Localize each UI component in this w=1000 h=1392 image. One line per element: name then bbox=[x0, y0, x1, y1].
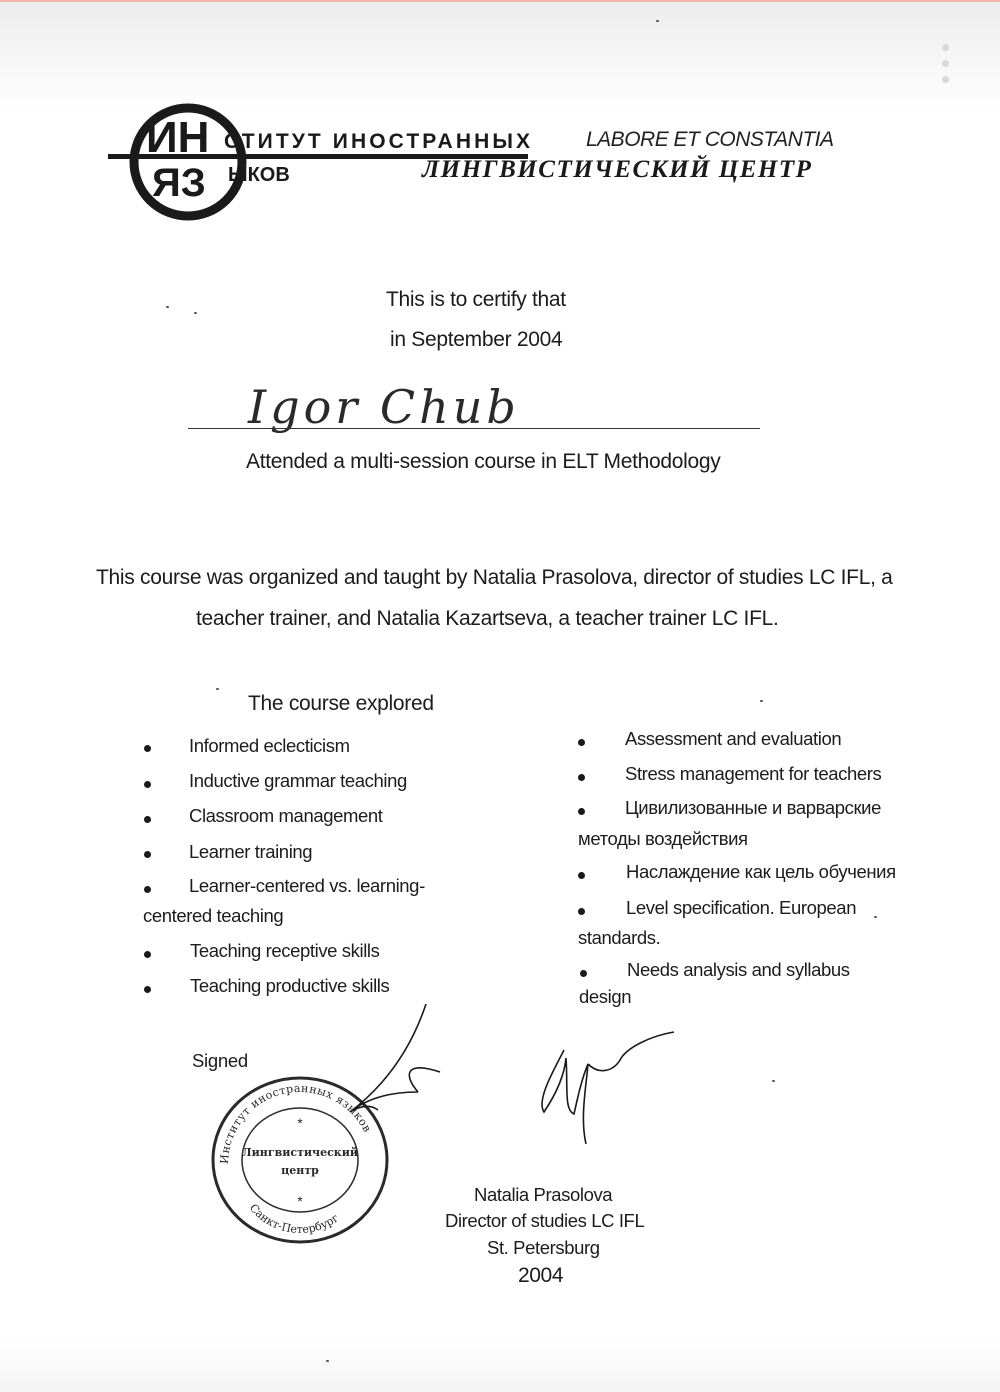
scan-speck bbox=[166, 306, 169, 308]
handwritten-signature-2 bbox=[530, 1030, 680, 1150]
topic-left-item-continued: centered teaching bbox=[143, 905, 284, 926]
bullet-icon bbox=[144, 816, 151, 823]
bullet-icon bbox=[578, 908, 585, 915]
organized-line-1: This course was organized and taught by Natalia Prasolova, director of studies LC IFL, a bbox=[96, 566, 893, 589]
topic-right-item: Needs analysis and syllabus bbox=[627, 959, 850, 980]
signature-year: 2004 bbox=[518, 1264, 564, 1287]
scan-speck bbox=[874, 916, 877, 918]
logo-mark-bottom: ЯЗ bbox=[152, 161, 206, 205]
bullet-icon bbox=[580, 970, 587, 977]
bullet-icon bbox=[144, 886, 151, 893]
handwritten-signature-1 bbox=[330, 1000, 450, 1130]
topic-right-item-continued: design bbox=[579, 986, 632, 1007]
topic-left-item: Teaching productive skills bbox=[190, 975, 390, 996]
scan-speck bbox=[760, 700, 763, 702]
topic-left-item: Informed eclecticism bbox=[189, 735, 350, 756]
organized-line-2: teacher trainer, and Natalia Kazartseva, a teacher trainer LC IFL. bbox=[196, 607, 779, 630]
bullet-icon bbox=[578, 872, 585, 879]
topic-right-item: Наслаждение как цель обучения bbox=[626, 861, 896, 882]
signer-title: Director of studies LC IFL bbox=[445, 1210, 645, 1231]
scan-speck bbox=[656, 20, 659, 22]
bullet-icon bbox=[144, 781, 151, 788]
more-options-icon[interactable] bbox=[940, 44, 952, 84]
scan-speck bbox=[772, 1080, 775, 1082]
motto: LABORE ET CONSTANTIA bbox=[586, 128, 834, 151]
stamp-bottom-text: Санкт-Петербург bbox=[246, 1201, 342, 1236]
bullet-icon bbox=[144, 745, 151, 752]
signer-city: St. Petersburg bbox=[487, 1237, 600, 1258]
explored-heading: The course explored bbox=[248, 692, 434, 715]
bullet-icon bbox=[144, 986, 151, 993]
scan-speck bbox=[326, 1360, 329, 1362]
bullet-icon bbox=[144, 951, 151, 958]
attended-text: Attended a multi-session course in ELT Methodology bbox=[246, 450, 721, 473]
signed-label: Signed bbox=[192, 1050, 248, 1071]
bullet-icon bbox=[144, 851, 151, 858]
topic-right-item-continued: standards. bbox=[578, 927, 661, 948]
stamp-center-line2: центр bbox=[281, 1164, 319, 1177]
stamp-star-icon: * bbox=[297, 1193, 303, 1209]
stamp-center-line1: Лингвистический bbox=[241, 1146, 359, 1159]
topic-left-item: Learner training bbox=[189, 841, 313, 862]
signer-name: Natalia Prasolova bbox=[474, 1184, 613, 1205]
logo-line1: СТИТУТ ИНОСТРАННЫХ bbox=[224, 130, 530, 153]
topic-left-item: Inductive grammar teaching bbox=[189, 770, 407, 791]
stamp-ring-text: Институт иностранных языков bbox=[217, 1081, 374, 1165]
recipient-name: Igor Chub bbox=[248, 380, 520, 434]
topic-right-item: Цивилизованные и варварские bbox=[625, 797, 881, 818]
intro-line-2: in September 2004 bbox=[390, 328, 563, 351]
topic-right-item: Stress management for teachers bbox=[625, 763, 882, 784]
topic-left-item: Classroom management bbox=[189, 805, 383, 826]
intro-line-1: This is to certify that bbox=[386, 288, 566, 311]
topic-right-item: Assessment and evaluation bbox=[625, 728, 842, 749]
scan-speck bbox=[216, 688, 219, 690]
logo-line2: ЫКОВ bbox=[228, 164, 290, 186]
stamp-star-icon: * bbox=[297, 1115, 303, 1131]
topic-left-item: Teaching receptive skills bbox=[190, 940, 380, 961]
topic-left-item: Learner-centered vs. learning- bbox=[189, 875, 425, 896]
bullet-icon bbox=[578, 774, 585, 781]
topic-right-item-continued: методы воздействия bbox=[578, 828, 748, 849]
center-name: ЛИНГВИСТИЧЕСКИЙ ЦЕНТР bbox=[422, 156, 813, 183]
logo-mark-top: ИН bbox=[146, 113, 210, 162]
topic-right-item: Level specification. European bbox=[626, 897, 857, 918]
bullet-icon bbox=[578, 808, 585, 815]
top-edge-line bbox=[0, 0, 1000, 2]
bullet-icon bbox=[578, 739, 585, 746]
name-underline bbox=[188, 428, 760, 429]
scan-speck bbox=[194, 312, 197, 314]
